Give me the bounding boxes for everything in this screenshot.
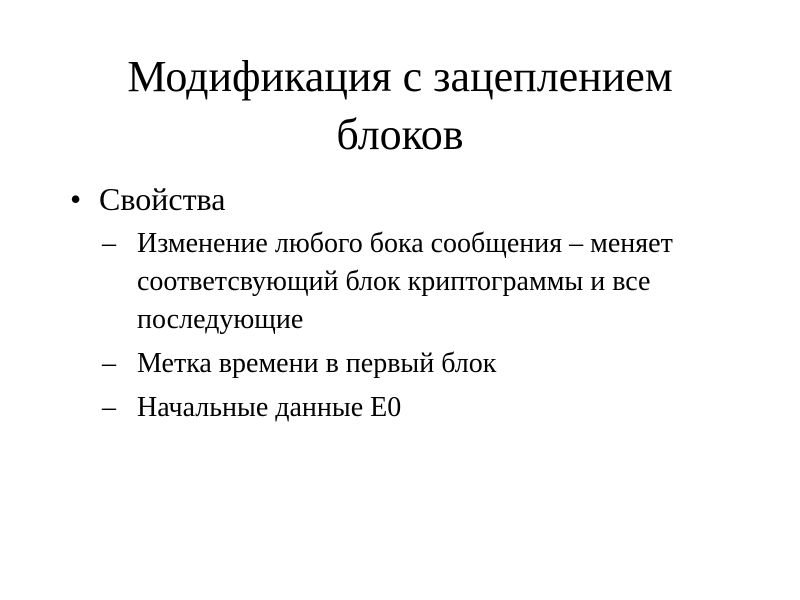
bullet-list — [70, 177, 750, 433]
bullet-dot-icon: • — [70, 181, 82, 217]
sub-item-initial-data — [102, 389, 750, 427]
sub-item-timestamp — [102, 345, 750, 383]
sub-item-text: Начальные данные E0 — [137, 392, 402, 423]
slide-title-line-2: блоков — [336, 110, 464, 159]
sub-item-text: Изменение любого бока сообщения – меняет соответсвующий блок криптограммы и все последующие — [137, 228, 673, 335]
dash-icon: – — [102, 392, 116, 423]
dash-icon: – — [102, 348, 116, 379]
bullet-text: Свойства — [99, 181, 226, 217]
sub-item-text: Метка времени в первый блок — [137, 348, 497, 379]
slide-title-line-1: Модификация с зацеплением — [127, 52, 673, 101]
dash-icon: – — [102, 228, 116, 259]
slide-title — [60, 48, 740, 164]
sub-bullet-list — [99, 225, 750, 427]
bullet-item-properties — [70, 177, 750, 427]
sub-item-message-change — [102, 225, 750, 339]
